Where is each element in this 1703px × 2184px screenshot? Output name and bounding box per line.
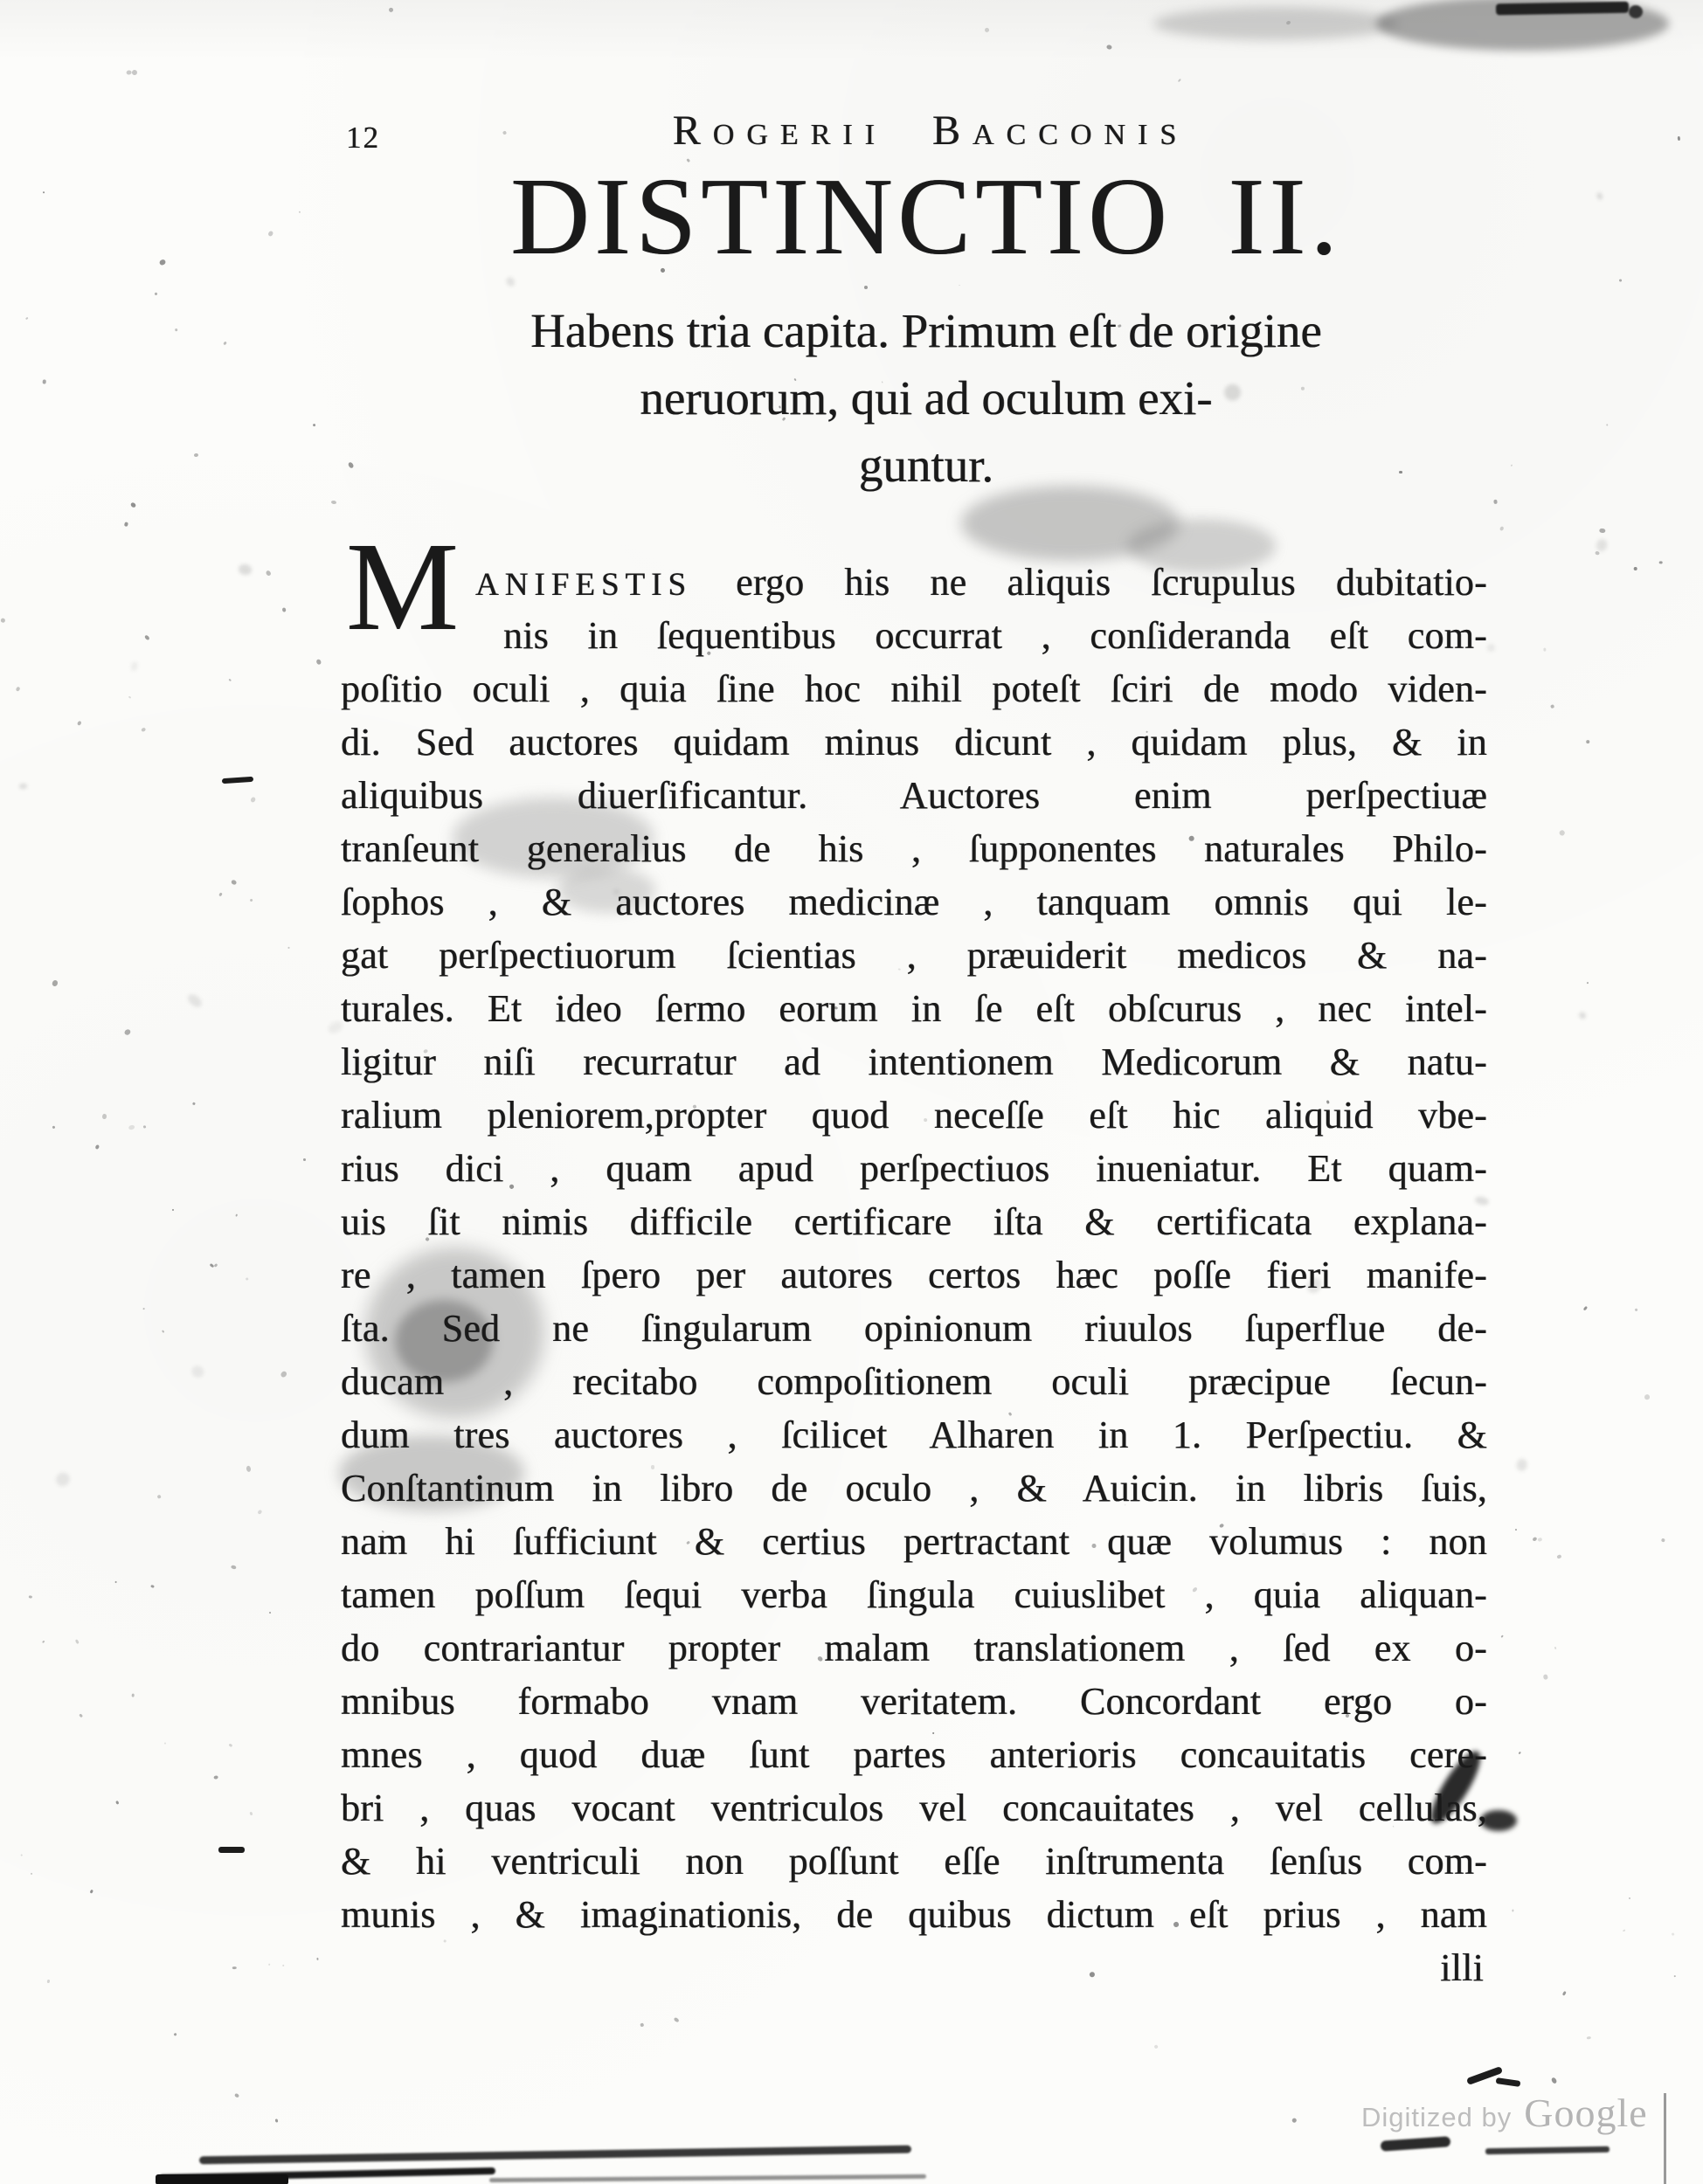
- speckle: [1583, 1306, 1589, 1311]
- speckle: [214, 1263, 218, 1268]
- speckle: [249, 898, 253, 902]
- speckle: [348, 461, 355, 468]
- speckle: [1587, 982, 1589, 985]
- speckle: [246, 1466, 251, 1473]
- speckle: [43, 380, 46, 384]
- drop-cap: M: [346, 517, 459, 657]
- body-line: ralium pleniorem,propter quod neceſſe eſt hic aliquid vbe-: [341, 1094, 1487, 1137]
- speckle: [1515, 1529, 1518, 1531]
- body-line: mnes , quod duæ ſunt partes anterioris concauitatis cere-: [341, 1733, 1487, 1776]
- speckle: [162, 1330, 164, 1333]
- speckle: [130, 501, 137, 508]
- speckle: [115, 1800, 119, 1805]
- speckle: [1660, 1538, 1665, 1543]
- speckle: [95, 1144, 100, 1150]
- speckle: [1516, 1459, 1528, 1472]
- body-line: mnibus formabo vnam veritatem. Concordant ergo o-: [341, 1680, 1487, 1723]
- speckle: [231, 879, 238, 886]
- speckle: [1551, 2077, 1558, 2084]
- speckle: [674, 2016, 680, 2022]
- subtitle-line: guntur.: [858, 439, 994, 492]
- scan-smudge-top: [1153, 7, 1398, 40]
- speckle: [131, 69, 137, 75]
- speckle: [1586, 740, 1590, 743]
- speckle: [1599, 528, 1605, 533]
- digitized-by-google-watermark: [1361, 2090, 1648, 2136]
- body-line: ligitur niſi recurratur ad intentionem Medicorum & natu-: [341, 1040, 1487, 1083]
- body-line: gat perſpectiuorum ſcientias , præuiderit medicos & na-: [341, 934, 1487, 977]
- speckle: [267, 231, 273, 237]
- speckle: [1672, 1933, 1675, 1936]
- speckle: [1659, 561, 1663, 564]
- speckle: [1, 619, 5, 623]
- speckle: [303, 1158, 307, 1161]
- speckle: [123, 522, 128, 528]
- speckle: [150, 1585, 155, 1588]
- body-line: do contrariantur propter malam translationem , ſed ex o-: [341, 1627, 1487, 1669]
- opening-word-smallcaps: ANIFESTIS: [475, 567, 693, 603]
- speckle: [90, 1890, 93, 1894]
- margin-dash-mark: [218, 1847, 245, 1853]
- speckle: [16, 687, 20, 692]
- speckle: [1543, 648, 1547, 652]
- speckle: [246, 1277, 249, 1281]
- speckle: [1511, 465, 1513, 467]
- speckle: [1537, 1538, 1542, 1543]
- pen-squiggle: [1496, 2077, 1521, 2087]
- speckle: [218, 892, 223, 896]
- speckle: [21, 1855, 23, 1856]
- speckle: [75, 1640, 80, 1644]
- speckle: [1542, 1674, 1548, 1680]
- speckle: [52, 1126, 56, 1130]
- speckle: [1629, 1897, 1631, 1899]
- speckle: [1587, 2036, 1591, 2040]
- speckle: [266, 570, 272, 577]
- body-line: turales. Et ideo ſermo eorum in ſe eſt obſcurus , nec intel-: [341, 987, 1487, 1030]
- speckle: [142, 1125, 146, 1128]
- speckle: [1559, 830, 1566, 837]
- scan-streak-bottom: [489, 2174, 926, 2182]
- body-line: poſitio oculi , quia ſine hoc nihil poteſt ſciri de modo viden-: [341, 667, 1487, 710]
- speckle: [238, 563, 253, 577]
- speckle: [1551, 704, 1555, 708]
- speckle: [288, 947, 290, 949]
- body-line: tamen poſſum ſequi verba ſingula cuiuslibet , quia aliquan-: [341, 1573, 1487, 1616]
- body-text: [341, 556, 1487, 1994]
- speckle: [144, 634, 150, 640]
- speckle: [128, 1124, 135, 1130]
- margin-dash-mark: [222, 777, 253, 784]
- scan-mark-top-edge: [1629, 5, 1643, 18]
- scan-mark-bottom: [1381, 2136, 1451, 2152]
- body-line: bri , quas vocant ventriculos vel concauitates , vel cellulas,: [341, 1787, 1487, 1829]
- speckle: [159, 259, 167, 266]
- scan-mark-bottom: [1485, 2146, 1610, 2154]
- body-line: nam hi ſufficiunt & certius pertractant quæ volumus : non: [341, 1520, 1487, 1563]
- speckle: [154, 292, 157, 295]
- speckle: [1178, 79, 1181, 82]
- speckle: [1634, 567, 1637, 570]
- speckle: [175, 328, 178, 331]
- body-line-text: ergo his ne aliquis ſcrupulus dubitatio-: [736, 561, 1487, 604]
- speckle: [1485, 642, 1496, 653]
- speckle: [1578, 1011, 1588, 1020]
- speckle: [29, 1596, 32, 1599]
- speckle: [282, 1965, 284, 1967]
- body-line: aliquibus diuerſificantur. Auctores enim perſpectiuæ: [341, 774, 1487, 817]
- speckle: [1512, 1910, 1513, 1912]
- speckle: [312, 423, 315, 426]
- speckle: [19, 784, 27, 789]
- speckle: [864, 286, 868, 289]
- speckle: [1596, 192, 1603, 200]
- speckle: [1556, 1554, 1561, 1559]
- scan-streak-bottom: [156, 2174, 288, 2184]
- speckle: [389, 7, 394, 12]
- speckle: [164, 1743, 166, 1745]
- page-number: 12: [346, 121, 380, 155]
- speckle: [1644, 1393, 1651, 1400]
- body-line: di. Sed auctores quidam minus dicunt , quidam plus, & in: [341, 721, 1487, 764]
- speckle: [268, 1964, 270, 1966]
- speckle: [985, 27, 990, 32]
- google-logo-watermark: Google: [1524, 2091, 1648, 2135]
- speckle: [42, 1640, 45, 1643]
- body-line: rius dici , quam apud perſpectiuos inueniatur. Et quam-: [341, 1147, 1487, 1190]
- speckle: [502, 130, 507, 135]
- speckle: [194, 453, 198, 457]
- speckle: [52, 979, 59, 986]
- speckle: [231, 1565, 237, 1570]
- speckle: [232, 1966, 237, 1969]
- speckle: [190, 1364, 205, 1379]
- section-subtitle: [367, 297, 1485, 499]
- speckle: [1595, 551, 1600, 556]
- speckle: [315, 659, 322, 665]
- speckle: [282, 608, 287, 612]
- speckle: [156, 1494, 161, 1499]
- running-header: Rogerii Bacconis: [672, 107, 1189, 154]
- speckle: [331, 500, 337, 504]
- speckle: [213, 1775, 218, 1780]
- speckle: [228, 1743, 232, 1747]
- speckle: [299, 211, 300, 213]
- speckle: [79, 1714, 82, 1717]
- speckle: [275, 2119, 279, 2123]
- watermark-prefix: Digitized by: [1361, 2102, 1513, 2132]
- page-edge-line: [1664, 2093, 1666, 2184]
- speckle: [173, 2033, 177, 2036]
- speckle: [1493, 500, 1498, 504]
- speckle: [1623, 1929, 1626, 1932]
- body-line: [341, 556, 1487, 609]
- scan-mark-top-edge: [1496, 2, 1629, 16]
- speckle: [77, 720, 82, 726]
- speckle: [53, 1470, 73, 1489]
- body-line: ducam , recitabo compoſitionem oculi præcipue ſecun-: [341, 1360, 1487, 1403]
- speckle: [235, 1213, 238, 1217]
- speckle: [269, 1612, 272, 1614]
- speckle: [1500, 1635, 1503, 1638]
- section-title: DISTINCTIO II.: [510, 156, 1342, 278]
- speckle: [1606, 424, 1609, 426]
- speckle: [228, 679, 231, 681]
- body-line: ſta. Sed ne ſingularum opinionum riuulos ſuperflue de-: [341, 1307, 1487, 1350]
- body-line: Conſtantinum in libro de oculo , & Auicin. in libris ſuis,: [341, 1467, 1487, 1510]
- speckle: [251, 797, 257, 803]
- speckle: [143, 1308, 145, 1310]
- speckle: [102, 1114, 107, 1120]
- speckle: [130, 660, 138, 672]
- speckle: [128, 695, 131, 698]
- catchword: illi: [1440, 1946, 1484, 1989]
- speckle: [640, 2022, 645, 2027]
- speckle: [47, 1980, 51, 1983]
- body-line: nis in ſequentibus occurrat , conſideranda eſt com-: [503, 614, 1487, 657]
- speckle: [280, 1371, 287, 1379]
- speckle: [1519, 1751, 1521, 1753]
- speckle: [192, 1102, 196, 1105]
- speckle: [257, 1510, 262, 1515]
- speckle: [141, 727, 146, 732]
- speckle: [959, 285, 960, 287]
- speckle: [126, 70, 132, 75]
- body-line: munis , & imaginationis, de quibus dictum eſt prius , nam: [341, 1893, 1487, 1936]
- subtitle-line: Habens tria capita. Primum eſt de origine: [530, 304, 1322, 357]
- speckle: [186, 992, 204, 1010]
- speckle: [132, 1693, 135, 1697]
- body-line: tranſeunt generalius de his , ſupponentes naturales Philo-: [341, 827, 1487, 870]
- speckle: [249, 1812, 253, 1816]
- speckle: [123, 1028, 131, 1036]
- body-line: re , tamen ſpero per autores certos hæc poſſe fieri manife-: [341, 1254, 1487, 1296]
- speckle: [1619, 280, 1622, 282]
- speckle: [115, 1581, 118, 1584]
- speckle: [1106, 45, 1112, 50]
- body-line: uis ſit nimis difficile certificare iſta & certificata explana-: [341, 1200, 1487, 1243]
- speckle: [316, 1957, 319, 1960]
- subtitle-line: neruorum, qui ad oculum exi-: [640, 371, 1213, 425]
- speckle: [25, 317, 28, 320]
- scan-streak-bottom: [199, 2146, 911, 2165]
- speckle: [234, 2092, 240, 2098]
- speckle: [223, 341, 227, 345]
- speckle: [1499, 526, 1505, 532]
- body-line: dum tres auctores , ſcilicet Alharen in 1. Perſpectiu. &: [341, 1413, 1487, 1456]
- body-lines: [341, 609, 1487, 1941]
- speckle: [1635, 1309, 1638, 1312]
- speckle: [1291, 2118, 1298, 2124]
- speckle: [31, 1873, 32, 1875]
- body-line: ſophos , & auctores medicinæ , tanquam omnis qui le-: [341, 881, 1487, 923]
- speckle: [1678, 136, 1681, 141]
- speckle: [1554, 1647, 1556, 1649]
- speckle: [1674, 1975, 1676, 1977]
- body-line: & hi ventriculi non poſſunt eſſe inſtrumenta ſenſus com-: [341, 1840, 1487, 1883]
- speckle: [1562, 1991, 1567, 1996]
- speckle: [172, 1209, 174, 1212]
- speckle: [1153, 2044, 1159, 2049]
- speckle: [43, 191, 45, 193]
